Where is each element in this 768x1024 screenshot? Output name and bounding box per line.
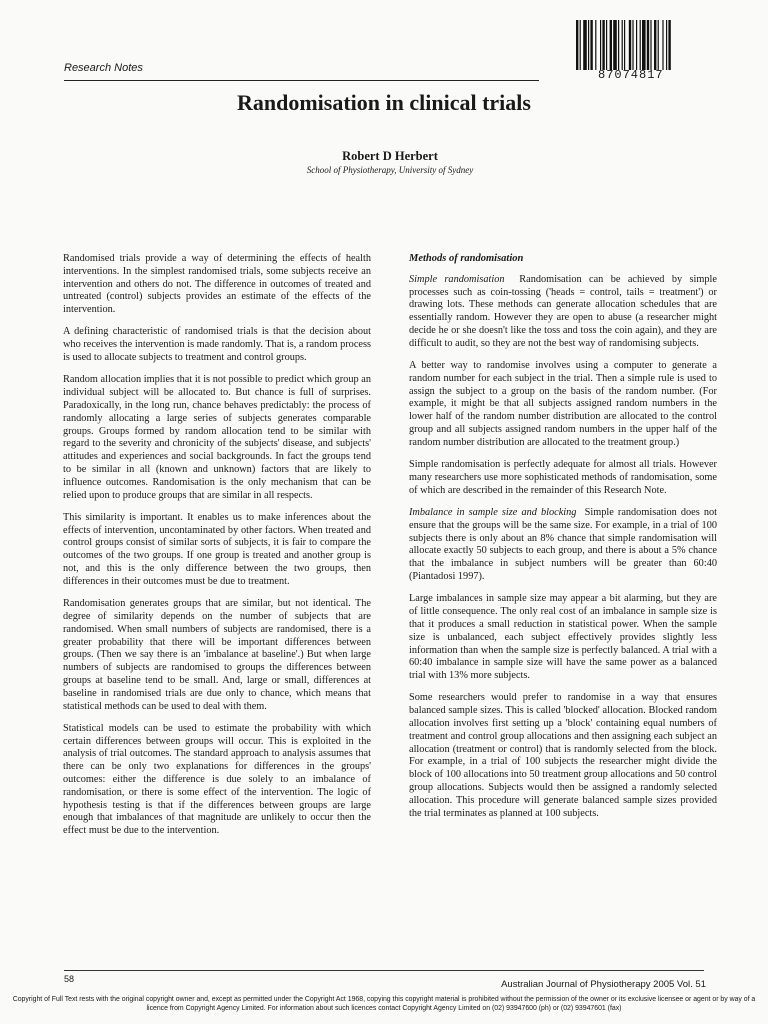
page-number: 58	[64, 974, 75, 984]
section-heading: Methods of randomisation	[409, 253, 524, 264]
barcode-bar	[654, 20, 656, 70]
barcode-bar	[583, 20, 587, 70]
paragraph-body: Randomisation can be achieved by simple processes such as coin-tossing ('heads = control, tails = treatment') or drawing lots. These methods can generate allocation schedules that are essentially random. However they are open to abuse (a researcher might decide he or she doesn't like the toss and toss the coin again), and they are difficult to audit, so they are not the best way of randomising subjects.	[409, 273, 717, 349]
paragraph: Statistical models can be used to estimate the probability with which certain differences between groups will occur. This is exploited in the analysis of trial outcomes. The standard approach to analysis assumes that there can be only two explanations for differences in the groups' outcomes: either the difference is due solely to an imbalance of randomisation, or there is some effect of the intervention. The logic of hypothesis testing is that if the differences between groups are large enough that imbalances of that magnitude are unlikely to occur then the effect must be due to the intervention.	[63, 722, 371, 837]
barcode-bar	[595, 20, 596, 70]
paragraph: Random allocation implies that it is not possible to predict which group an individual subject will be allocated to. But chance is full of surprises. Paradoxically, in the long run, chance behaves predictably: the process of randomly allocating a large series of subjects generates comparable groups. Groups formed by random allocation tend to be similar with regard to the severity and chronicity of the subjects' disease, and subjects' attitudes and experiences and social backgrounds. In fact the groups tend to be similar in all (known and unknown) factors that are likely to influence outcomes. Randomisation is the only mechanism that can be relied upon to produce groups that are similar in all respects.	[63, 374, 371, 501]
paragraph: This similarity is important. It enables us to make inferences about the effects of intervention, uncontaminated by other factors. When treated and control groups consist of similar sorts of subjects, it is fair to compare the outcomes of the two groups. If one group is treated and another group is not, and this is the only difference between the two groups, then differences in their outcomes must be due to treatment.	[63, 511, 371, 587]
barcode-bar	[622, 20, 623, 70]
header-divider	[64, 80, 539, 81]
barcode-bar	[624, 20, 625, 70]
barcode-bar	[632, 20, 633, 70]
barcode-bar	[647, 20, 649, 70]
barcode-bar	[600, 20, 601, 70]
section-label: Research Notes	[64, 62, 143, 74]
barcode-bar	[610, 20, 612, 70]
barcode-bar	[602, 20, 604, 70]
author-name: Robert D Herbert	[342, 149, 438, 163]
article-title: Randomisation in clinical trials	[237, 90, 531, 115]
paragraph: Simple randomisation is perfectly adequate for almost all trials. However many researchers use more sophisticated methods of randomisation, some of which are described in the remainder of this Research Note.	[409, 459, 717, 496]
paragraph	[409, 274, 717, 351]
paragraph: Randomised trials provide a way of determining the effects of health interventions. In the simplest randomised trials, some subjects receive an intervention and others do not. The difference in outcomes of treated and untreated (control) subjects provides an estimate of the effects of the intervention.	[63, 253, 371, 316]
barcode-bar	[588, 20, 589, 70]
barcode-number: 87074817	[598, 68, 664, 82]
barcode-bar	[590, 20, 592, 70]
paragraph: Large imbalances in sample size may appear a bit alarming, but they are of little consequence. The only real cost of an imbalance in sample size is that it produces a small reduction in statistical power. When the sample size is unbalanced, each subject effectively provides slightly less information than when the sample size is perfectly balanced. A trial with a 60:40 imbalance in sample size will have the same power as a balanced trial with 13% more subjects.	[409, 593, 717, 682]
barcode-bar	[636, 20, 637, 70]
paragraph-lead: Simple randomisation	[409, 273, 505, 285]
barcode-bar	[668, 20, 670, 70]
paragraph: A defining characteristic of randomised trials is that the decision about who receives the intervention is made randomly. That is, a random process is used to allocate subjects to treatment and control groups.	[63, 326, 371, 364]
barcode-bar	[642, 20, 646, 70]
author-affiliation: School of Physiotherapy, University of Sydney	[306, 165, 474, 175]
barcode-bar	[629, 20, 631, 70]
paragraph-body: Simple randomisation does not ensure that the groups will be the same size. For example, in a trial of 100 subjects there is only about an 8% chance that simple randomisation will allocate exactly 50 subjects to each group, and there is about a 5% chance that the imbalance in subject numbers will be greater than 60:40 (Piantadosi 1997).	[409, 507, 718, 583]
barcode-bar	[606, 20, 607, 70]
paragraph	[409, 507, 717, 584]
barcode-bar	[662, 20, 663, 70]
barcode	[576, 20, 706, 70]
paragraph: Some researchers would prefer to randomise in a way that ensures balanced sample sizes. This is called 'blocked' allocation. Blocked random allocation involves first setting up a 'block' containing equal numbers of treatment and control group allocations and then assigning each subject an allocation (treatment or control) that is randomly selected from the block. For example, in a trial of 100 subjects the researcher might divide the block of 100 allocations into 50 treatment group allocations and 50 control group allocations. Subjects would then be assigned a randomly selected allocation. This procedure will generate balanced sample sizes provided the trial terminates as planned at 100 subjects.	[409, 692, 717, 819]
footer-divider	[64, 970, 704, 971]
barcode-bar	[640, 20, 641, 70]
barcode-bar	[576, 20, 578, 70]
right-column	[409, 253, 717, 830]
paragraph: A better way to randomise involves using a computer to generate a random number for each subject in the trial. Then a simple rule is used to assign the subject to a group on the basis of the random number. (For example, it might be that all subjects assigned random numbers in the lower half of the random number distribution are allocated to the control group and all subjects assigned random numbers in the upper half of the random number distribution are allocated to the treatment group.)	[409, 360, 717, 448]
copyright-notice: Copyright of Full Text rests with the original copyright owner and, except as permitted under the Copyright Act 1968, copying this copyright material is prohibited without the permission of the owner or its exclusive licensee or agent or by way of a licence from Copyright Agency Limited. For information about such licences contact Copyright Agency Limited on (02) 93947600 (ph) or (02) 93947601 (fax)	[12, 996, 756, 1012]
barcode-bar	[650, 20, 651, 70]
journal-reference: Australian Journal of Physiotherapy 2005 Vol. 51	[501, 979, 706, 990]
barcode-bar	[658, 20, 659, 70]
barcode-bar	[580, 20, 581, 70]
left-column	[63, 253, 371, 847]
barcode-bar	[613, 20, 617, 70]
paragraph-lead: Imbalance in sample size and blocking	[409, 507, 577, 519]
barcode-bar	[618, 20, 619, 70]
paragraph: Randomisation generates groups that are similar, but not identical. The degree of similarity depends on the number of subjects that are randomised. When small numbers of subjects are randomised, there is a greater probability that there will be important differences between groups. (Then we say there is an 'imbalance at baseline'.) But when large numbers of subjects are randomised to groups the differences between groups at baseline tend to be small. And, large or small, differences at baseline in randomised trials are due only to chance, which means that statistical methods can be used to deal with them.	[63, 598, 371, 712]
barcode-bar	[666, 20, 667, 70]
